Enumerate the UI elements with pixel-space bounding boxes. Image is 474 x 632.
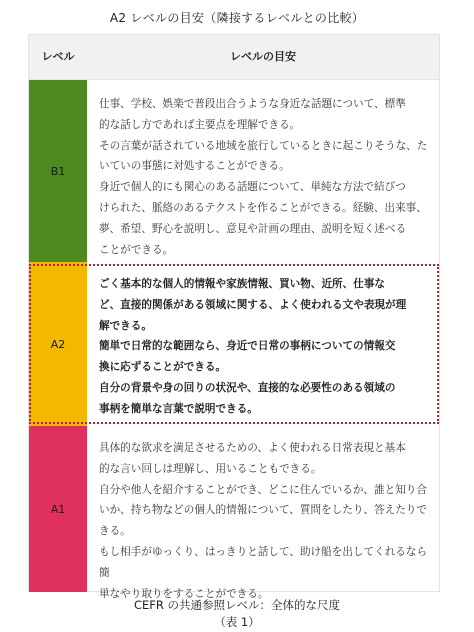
description-line: 簡単で日常的な範囲なら、身近で日常の事柄についての情報交 <box>99 340 396 353</box>
table-number: （表 1） <box>214 615 260 629</box>
description-cell-a2 <box>99 274 433 420</box>
description-line: もし相手がゆっくり、はっきりと話して、助け船を出してくれるなら簡 <box>99 545 428 579</box>
description-cell-a1 <box>99 438 433 604</box>
description-line: 身近で個人的にも関心のある話題について、単純な方法で結びつ <box>99 181 406 194</box>
description-line: 自分の背景や身の回りの状況や、直接的な必要性のある領域の <box>99 381 396 394</box>
page-title: A2 レベルの目安（隣接するレベルとの比較） <box>109 11 365 25</box>
description-line: 事柄を簡単な言葉で説明できる。 <box>99 402 258 415</box>
description-line: きる。 <box>99 525 131 538</box>
description-cell-b1 <box>99 94 433 260</box>
description-line: 夢、希望、野心を説明し、意見や計画の理由、説明を短く述べる <box>99 222 407 235</box>
level-cell-a1 <box>29 426 87 592</box>
description-line: その言葉が話されている地域を旅行しているときに起こりそうな、た <box>99 139 428 152</box>
header-level: レベル <box>41 50 75 63</box>
table-row-b1 <box>29 80 439 262</box>
description-line: 解できる。 <box>99 319 152 332</box>
level-label-a2: A2 <box>50 337 66 351</box>
table-row-a1 <box>29 426 439 600</box>
table-header <box>29 34 439 80</box>
header-description: レベルの目安 <box>230 50 296 63</box>
description-line: いていの事態に対処することができる。 <box>99 160 290 173</box>
description-line: 仕事、学校、娯楽で普段出合うような身近な話題について、標準 <box>99 98 406 110</box>
description-line: 自分や他人を紹介することができ、どこに住んでいるか、誰と知り合 <box>99 483 427 496</box>
description-line: ど、直接的関係がある領域に関する、よく使われる文や表現が理 <box>99 298 407 311</box>
description-line: いか、持ち物などの個人的情報について、質問をしたり、答えたりで <box>99 504 427 517</box>
level-cell-b1 <box>29 80 87 262</box>
description-line: 換に応ずることができる。 <box>99 361 227 374</box>
level-label-a1: A1 <box>50 502 66 516</box>
description-line: 的な話し方であれば主要点を理解できる。 <box>99 118 301 131</box>
description-line: ことができる。 <box>99 243 174 256</box>
description-line: ごく基本的な個人的情報や家族情報、買い物、近所、仕事な <box>99 278 386 290</box>
description-line: 具体的な欲求を満足させるための、よく使われる日常表現と基本 <box>99 442 406 454</box>
cefr-level-table <box>28 34 440 600</box>
table-caption: CEFR の共通参照レベル：全体的な尺度 <box>133 598 341 612</box>
description-line: 単なやり取りをすることができる。 <box>99 587 269 600</box>
level-label-b1: B1 <box>50 164 66 178</box>
description-line: けられた、脈絡のあるテクストを作ることができる。経験、出来事、 <box>99 201 427 214</box>
description-line: 的な言い回しは理解し、用いることもできる。 <box>99 462 322 475</box>
level-cell-a2 <box>29 262 87 426</box>
table-row-a2 <box>29 262 439 426</box>
